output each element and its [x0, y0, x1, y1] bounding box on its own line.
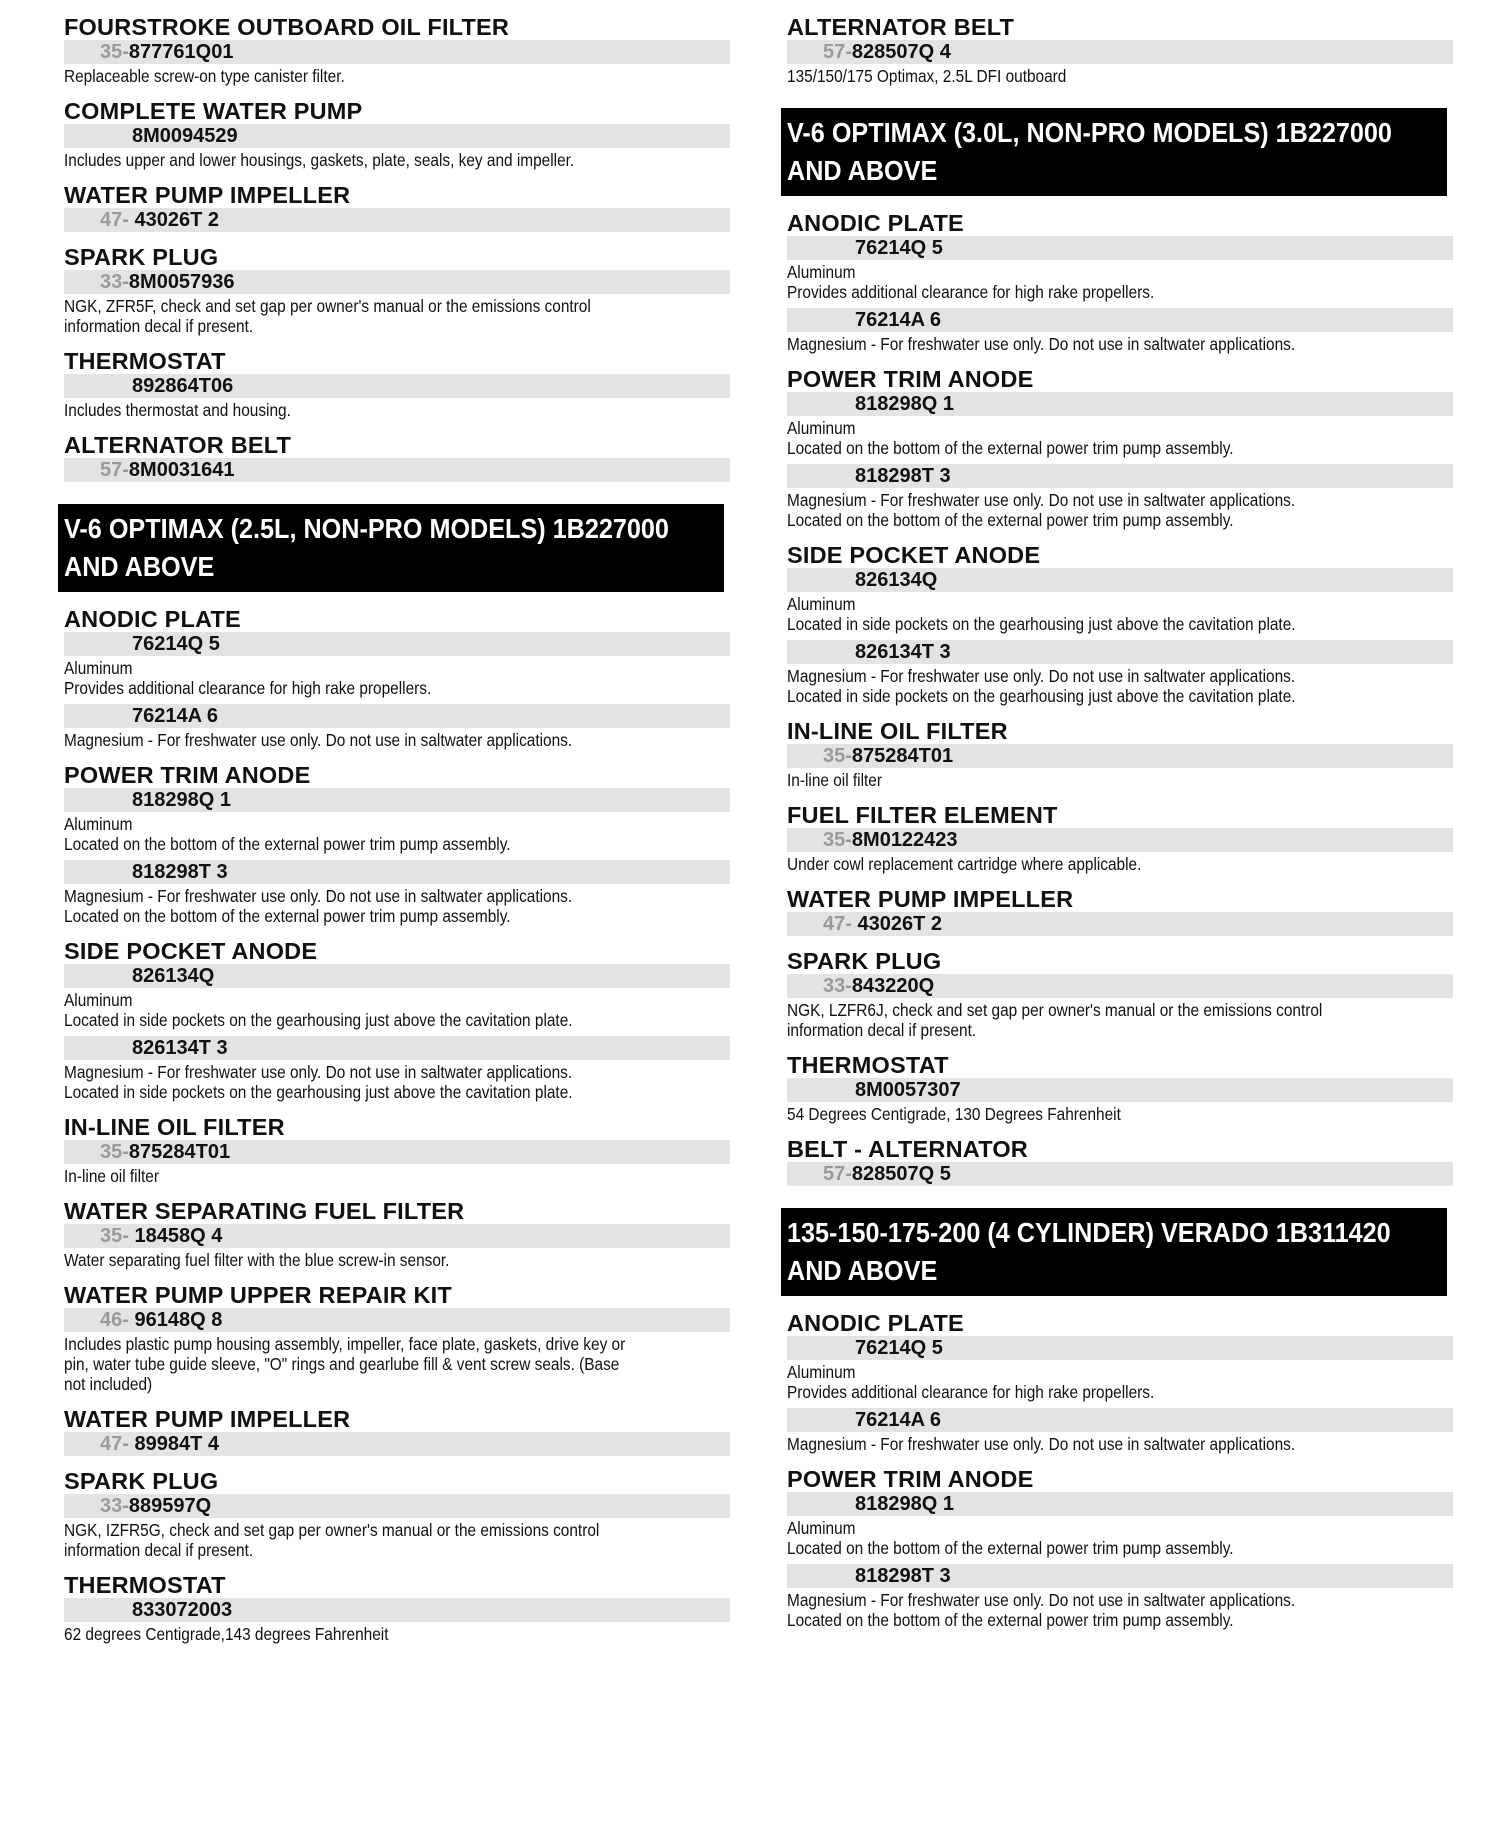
description-line: Located on the bottom of the external power trim pump assembly. [64, 834, 511, 854]
entry-title: POWER TRIM ANODE [64, 762, 311, 788]
part-entry-side-pocket-anode [787, 542, 1453, 706]
description-line: Magnesium - For freshwater use only. Do not use in saltwater applications. [64, 730, 573, 750]
part-description [787, 594, 1449, 634]
part-description [787, 1518, 1449, 1558]
part-number-bar [787, 308, 1453, 332]
part-number-prefix: 57- [823, 41, 852, 63]
description-line: In-line oil filter [64, 1166, 160, 1186]
part-number-prefix: 57- [100, 459, 129, 481]
description-line: Located in side pockets on the gearhousing just above the cavitation plate. [64, 1010, 573, 1030]
description-line: not included) [64, 1374, 153, 1394]
entry-title: SPARK PLUG [64, 244, 219, 270]
part-number-bar [64, 40, 730, 64]
description-line: Magnesium - For freshwater use only. Do not use in saltwater applications. [64, 886, 573, 906]
description-line: NGK, ZFR5F, check and set gap per owner's manual or the emissions control [64, 296, 591, 316]
part-number: 826134T 3 [132, 1037, 228, 1059]
part-entry-spark-plug [787, 948, 1453, 1040]
part-description [64, 1062, 726, 1102]
description-line: Provides additional clearance for high rake propellers. [787, 282, 1155, 302]
entry-title: SPARK PLUG [64, 1468, 219, 1494]
entry-title: SPARK PLUG [787, 948, 942, 974]
part-number-prefix: 47- [100, 209, 135, 231]
part-number-prefix: 35- [100, 41, 129, 63]
part-number-bar [64, 1598, 730, 1622]
part-description [64, 886, 726, 926]
description-line: Magnesium - For freshwater use only. Do not use in saltwater applications. [787, 334, 1296, 354]
section-header-line: AND ABOVE [787, 1255, 938, 1286]
part-number-bar [64, 632, 730, 656]
part-number: 76214A 6 [132, 705, 218, 727]
description-line: 62 degrees Centigrade,143 degrees Fahrenheit [64, 1624, 389, 1644]
part-number-bar [64, 374, 730, 398]
description-line: Magnesium - For freshwater use only. Do not use in saltwater applications. [787, 1590, 1296, 1610]
part-number-prefix: 35- [100, 1225, 135, 1247]
description-line: Provides additional clearance for high rake propellers. [64, 678, 432, 698]
part-number: 826134Q [855, 569, 938, 591]
entry-title: THERMOSTAT [64, 348, 226, 374]
part-number-bar [787, 744, 1453, 768]
part-number: 8M0122423 [851, 829, 958, 851]
entry-title: THERMOSTAT [64, 1572, 226, 1598]
description-line: Replaceable screw-on type canister filter. [64, 66, 345, 86]
part-number: 76214Q 5 [132, 633, 220, 655]
part-number-prefix: 33- [823, 975, 852, 997]
entry-title: IN-LINE OIL FILTER [787, 718, 1008, 744]
part-entry-power-trim-anode [787, 366, 1453, 530]
section-header-line: V-6 OPTIMAX (2.5L, NON-PRO MODELS) 1B227000 [64, 513, 669, 544]
part-description [64, 1250, 726, 1270]
description-line: Includes upper and lower housings, gaskets, plate, seals, key and impeller. [64, 150, 575, 170]
part-number: 8M0057936 [128, 271, 235, 293]
description-line: Aluminum [787, 262, 856, 282]
part-number-bar [64, 1036, 730, 1060]
part-number: 828507Q 4 [851, 41, 951, 63]
part-description [64, 150, 726, 170]
section-header [58, 504, 724, 592]
description-line: Located on the bottom of the external power trim pump assembly. [787, 510, 1234, 530]
part-number-prefix: 47- [823, 913, 858, 935]
section-header-line: AND ABOVE [787, 155, 938, 186]
part-number-bar [64, 1494, 730, 1518]
part-number-bar [64, 458, 730, 482]
part-number: 76214Q 5 [855, 1337, 943, 1359]
part-description [64, 814, 726, 854]
part-number: 877761Q01 [128, 41, 234, 63]
entry-title: ANODIC PLATE [64, 606, 241, 632]
part-number-bar [64, 860, 730, 884]
part-number: 818298Q 1 [132, 789, 231, 811]
part-number: 89984T 4 [134, 1433, 219, 1455]
part-entry-water-pump-impeller [64, 182, 730, 232]
part-number: 96148Q 8 [134, 1309, 223, 1331]
part-number-prefix: 57- [823, 1163, 852, 1185]
part-entry-power-trim-anode [787, 1466, 1453, 1630]
part-description [64, 400, 726, 420]
part-number: 76214A 6 [855, 309, 941, 331]
description-line: information decal if present. [64, 1540, 254, 1560]
description-line: Aluminum [787, 418, 856, 438]
entry-title: ALTERNATOR BELT [787, 14, 1015, 40]
part-number: 892864T06 [132, 375, 234, 397]
part-entry-power-trim-anode [64, 762, 730, 926]
part-number: 826134T 3 [855, 641, 951, 663]
entry-title: ALTERNATOR BELT [64, 432, 292, 458]
part-entry-spark-plug [64, 1468, 730, 1560]
part-number-bar [64, 964, 730, 988]
left-column [64, 14, 730, 1656]
description-line: 135/150/175 Optimax, 2.5L DFI outboard [787, 66, 1067, 86]
description-line: pin, water tube guide sleeve, "O" rings and gearlube fill & vent screw seals. (Base [64, 1354, 620, 1374]
part-number-bar [787, 1408, 1453, 1432]
description-line: Aluminum [787, 1362, 856, 1382]
part-description [787, 1434, 1449, 1454]
description-line: Magnesium - For freshwater use only. Do not use in saltwater applications. [787, 1434, 1296, 1454]
part-description [64, 296, 726, 336]
part-entry-complete-water-pump [64, 98, 730, 170]
part-entry-side-pocket-anode [64, 938, 730, 1102]
part-entry-fourstroke-outboard-oil-filter [64, 14, 730, 86]
part-number: 875284T01 [851, 745, 954, 767]
part-number-bar [64, 1224, 730, 1248]
part-description [787, 1104, 1449, 1124]
part-entry-spark-plug [64, 244, 730, 336]
part-number: 828507Q 5 [851, 1163, 951, 1185]
description-line: Includes thermostat and housing. [64, 400, 291, 420]
part-number-bar [787, 1492, 1453, 1516]
part-description [787, 66, 1449, 86]
section-header [781, 1208, 1447, 1296]
entry-title: WATER PUMP IMPELLER [64, 1406, 351, 1432]
part-number-bar [64, 788, 730, 812]
entry-title: FUEL FILTER ELEMENT [787, 802, 1058, 828]
description-line: Aluminum [64, 658, 133, 678]
part-description [787, 334, 1449, 354]
part-number-bar [64, 208, 730, 232]
part-entry-water-pump-impeller [787, 886, 1453, 936]
part-description [787, 490, 1449, 530]
part-number: 889597Q [128, 1495, 212, 1517]
section-header-line: V-6 OPTIMAX (3.0L, NON-PRO MODELS) 1B227000 [787, 117, 1392, 148]
entry-title: COMPLETE WATER PUMP [64, 98, 363, 124]
part-entry-alternator-belt [787, 14, 1453, 86]
part-number-prefix: 35- [100, 1141, 129, 1163]
part-description [787, 770, 1449, 790]
part-entry-alternator-belt [64, 432, 730, 482]
section-header-line: 135-150-175-200 (4 CYLINDER) VERADO 1B311420 [787, 1217, 1391, 1248]
part-number-bar [787, 392, 1453, 416]
entry-title: ANODIC PLATE [787, 210, 964, 236]
part-description [787, 262, 1449, 302]
description-line: Includes plastic pump housing assembly, impeller, face plate, gaskets, drive key or [64, 1334, 626, 1354]
description-line: Magnesium - For freshwater use only. Do not use in saltwater applications. [787, 666, 1296, 686]
part-number-bar [64, 1432, 730, 1456]
entry-title: POWER TRIM ANODE [787, 1466, 1034, 1492]
part-number-bar [787, 912, 1453, 936]
entry-title: ANODIC PLATE [787, 1310, 964, 1336]
section-header-line: AND ABOVE [64, 551, 215, 582]
description-line: information decal if present. [787, 1020, 977, 1040]
part-entry-water-pump-upper-repair-kit [64, 1282, 730, 1394]
part-number-bar [787, 1336, 1453, 1360]
part-number-prefix: 46- [100, 1309, 135, 1331]
part-number-bar [787, 464, 1453, 488]
part-number: 875284T01 [128, 1141, 231, 1163]
description-line: Located on the bottom of the external power trim pump assembly. [787, 1610, 1234, 1630]
part-entry-water-separating-fuel-filter [64, 1198, 730, 1270]
description-line: Located in side pockets on the gearhousing just above the cavitation plate. [787, 686, 1296, 706]
part-number-bar [787, 1564, 1453, 1588]
entry-title: THERMOSTAT [787, 1052, 949, 1078]
section-header [781, 108, 1447, 196]
part-number: 818298Q 1 [855, 393, 954, 415]
part-number: 18458Q 4 [134, 1225, 223, 1247]
part-description [64, 1166, 726, 1186]
right-column [787, 14, 1453, 1642]
part-number: 8M0057307 [855, 1079, 961, 1101]
part-description [64, 990, 726, 1030]
part-number-prefix: 47- [100, 1433, 135, 1455]
description-line: Located in side pockets on the gearhousing just above the cavitation plate. [64, 1082, 573, 1102]
description-line: Located on the bottom of the external power trim pump assembly. [64, 906, 511, 926]
part-number-prefix: 33- [100, 1495, 129, 1517]
part-number-bar [64, 124, 730, 148]
entry-title: WATER PUMP IMPELLER [787, 886, 1074, 912]
part-number: 8M0031641 [128, 459, 235, 481]
entry-title: WATER PUMP UPPER REPAIR KIT [64, 1282, 452, 1308]
part-description [64, 1520, 726, 1560]
part-number: 8M0094529 [132, 125, 238, 147]
description-line: Magnesium - For freshwater use only. Do not use in saltwater applications. [787, 490, 1296, 510]
description-line: Water separating fuel filter with the blue screw-in sensor. [64, 1250, 450, 1270]
entry-title: POWER TRIM ANODE [787, 366, 1034, 392]
part-number-bar [64, 270, 730, 294]
description-line: Located on the bottom of the external power trim pump assembly. [787, 438, 1234, 458]
part-description [64, 658, 726, 698]
entry-title: FOURSTROKE OUTBOARD OIL FILTER [64, 14, 510, 40]
part-number-prefix: 35- [823, 745, 852, 767]
part-description [787, 854, 1449, 874]
entry-title: SIDE POCKET ANODE [787, 542, 1041, 568]
part-number-bar [787, 1078, 1453, 1102]
part-entry-thermostat [64, 348, 730, 420]
entry-title: BELT - ALTERNATOR [787, 1136, 1028, 1162]
part-description [787, 1590, 1449, 1630]
part-number: 43026T 2 [857, 913, 942, 935]
part-number: 818298T 3 [132, 861, 228, 883]
description-line: Aluminum [787, 594, 856, 614]
entry-title: SIDE POCKET ANODE [64, 938, 318, 964]
part-number-bar [787, 568, 1453, 592]
part-number-bar [787, 236, 1453, 260]
part-number-bar [787, 640, 1453, 664]
part-number: 818298Q 1 [855, 1493, 954, 1515]
description-line: Located on the bottom of the external power trim pump assembly. [787, 1538, 1234, 1558]
part-entry-in-line-oil-filter [787, 718, 1453, 790]
part-entry-anodic-plate [787, 210, 1453, 354]
part-entry-fuel-filter-element [787, 802, 1453, 874]
part-entry-thermostat [787, 1052, 1453, 1124]
part-number-bar [787, 1162, 1453, 1186]
description-line: NGK, LZFR6J, check and set gap per owner's manual or the emissions control [787, 1000, 1323, 1020]
part-number-bar [787, 974, 1453, 998]
part-description [787, 418, 1449, 458]
description-line: Under cowl replacement cartridge where applicable. [787, 854, 1142, 874]
description-line: Aluminum [64, 814, 133, 834]
entry-title: WATER SEPARATING FUEL FILTER [64, 1198, 465, 1224]
part-number-bar [787, 40, 1453, 64]
part-description [787, 1000, 1449, 1040]
part-number: 818298T 3 [855, 1565, 951, 1587]
part-number-bar [64, 1140, 730, 1164]
part-number: 833072003 [132, 1599, 233, 1621]
part-description [787, 666, 1449, 706]
description-line: Aluminum [64, 990, 133, 1010]
part-description [64, 730, 726, 750]
part-number-bar [787, 828, 1453, 852]
part-number: 826134Q [132, 965, 215, 987]
part-entry-anodic-plate [787, 1310, 1453, 1454]
part-number-prefix: 35- [823, 829, 852, 851]
description-line: 54 Degrees Centigrade, 130 Degrees Fahrenheit [787, 1104, 1121, 1124]
entry-title: WATER PUMP IMPELLER [64, 182, 351, 208]
part-number: 76214Q 5 [855, 237, 943, 259]
part-description [64, 1624, 726, 1644]
description-line: Aluminum [787, 1518, 856, 1538]
part-number: 818298T 3 [855, 465, 951, 487]
part-description [64, 1334, 726, 1394]
part-entry-anodic-plate [64, 606, 730, 750]
part-number-bar [64, 704, 730, 728]
part-number: 843220Q [851, 975, 935, 997]
description-line: In-line oil filter [787, 770, 883, 790]
part-entry-thermostat [64, 1572, 730, 1644]
description-line: Located in side pockets on the gearhousing just above the cavitation plate. [787, 614, 1296, 634]
part-number: 76214A 6 [855, 1409, 941, 1431]
description-line: Magnesium - For freshwater use only. Do not use in saltwater applications. [64, 1062, 573, 1082]
part-number-prefix: 33- [100, 271, 129, 293]
entry-title: IN-LINE OIL FILTER [64, 1114, 285, 1140]
part-number-bar [64, 1308, 730, 1332]
part-entry-water-pump-impeller [64, 1406, 730, 1456]
description-line: Provides additional clearance for high rake propellers. [787, 1382, 1155, 1402]
description-line: NGK, IZFR5G, check and set gap per owner's manual or the emissions control [64, 1520, 600, 1540]
part-entry-belt-alternator [787, 1136, 1453, 1186]
part-description [64, 66, 726, 86]
part-number: 43026T 2 [134, 209, 219, 231]
part-description [787, 1362, 1449, 1402]
part-entry-in-line-oil-filter [64, 1114, 730, 1186]
description-line: information decal if present. [64, 316, 254, 336]
